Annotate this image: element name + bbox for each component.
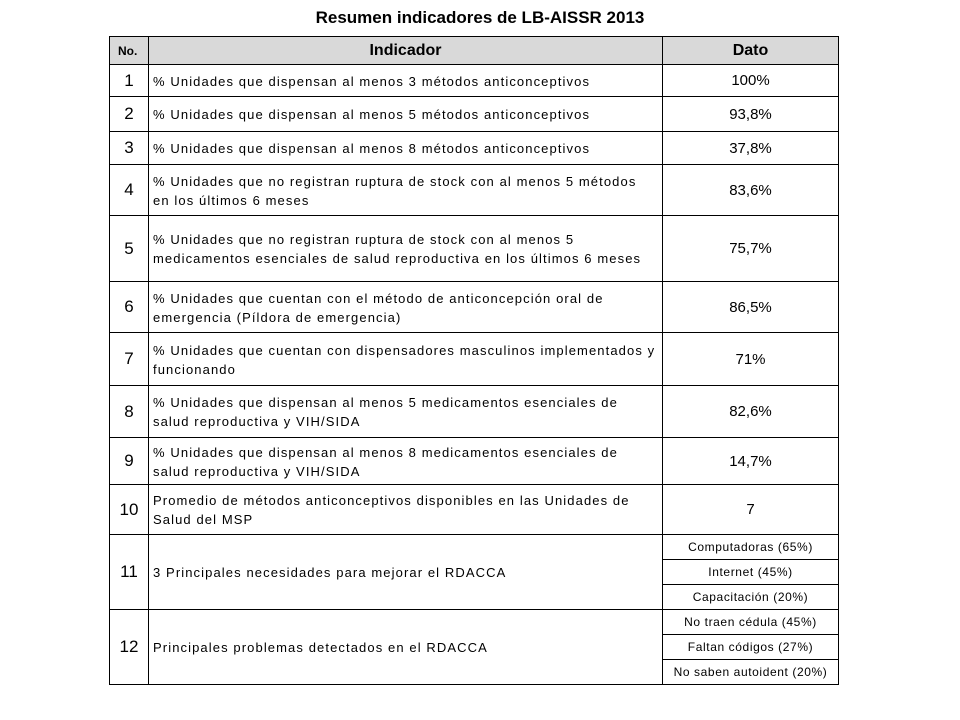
row-number: 5 — [110, 216, 149, 282]
table-row — [110, 438, 839, 485]
table-row — [110, 485, 839, 535]
row-value-item: Faltan códigos (27%) — [663, 635, 839, 660]
table-row — [110, 216, 839, 282]
row-number: 6 — [110, 282, 149, 333]
row-value: 82,6% — [663, 386, 839, 438]
row-indicator: % Unidades que cuentan con el método de anticoncepción oral de emergencia (Píldora de emergencia) — [149, 282, 663, 333]
row-number: 1 — [110, 65, 149, 97]
row-value-item: No saben autoident (20%) — [663, 660, 839, 685]
row-number: 2 — [110, 97, 149, 132]
header-row — [110, 37, 839, 65]
row-value: 71% — [663, 333, 839, 386]
table-row — [110, 97, 839, 132]
row-indicator: % Unidades que no registran ruptura de stock con al menos 5 métodos en los últimos 6 meses — [149, 165, 663, 216]
row-value: 86,5% — [663, 282, 839, 333]
row-number: 12 — [110, 610, 149, 685]
row-value: 93,8% — [663, 97, 839, 132]
row-number: 7 — [110, 333, 149, 386]
row-number: 8 — [110, 386, 149, 438]
row-indicator: 3 Principales necesidades para mejorar el RDACCA — [149, 535, 663, 610]
row-value: 37,8% — [663, 132, 839, 165]
row-indicator: % Unidades que no registran ruptura de stock con al menos 5 medicamentos esenciales de salud reproductiva en los últimos 6 meses — [149, 216, 663, 282]
header-value: Dato — [663, 37, 839, 65]
row-value: 14,7% — [663, 438, 839, 485]
row-value-item: Computadoras (65%) — [663, 535, 839, 560]
row-indicator: % Unidades que cuentan con dispensadores masculinos implementados y funcionando — [149, 333, 663, 386]
row-number: 3 — [110, 132, 149, 165]
table-row — [110, 610, 839, 635]
row-number: 9 — [110, 438, 149, 485]
table-row — [110, 282, 839, 333]
row-indicator: % Unidades que dispensan al menos 5 medicamentos esenciales de salud reproductiva y VIH/SIDA — [149, 386, 663, 438]
row-indicator: Promedio de métodos anticonceptivos disponibles en las Unidades de Salud del MSP — [149, 485, 663, 535]
page-title: Resumen indicadores de LB-AISSR 2013 — [315, 8, 645, 27]
row-value-item: Capacitación (20%) — [663, 585, 839, 610]
header-indicator: Indicador — [149, 37, 663, 65]
table-row — [110, 65, 839, 97]
table-row — [110, 386, 839, 438]
table-row — [110, 333, 839, 386]
table-row — [110, 165, 839, 216]
row-value-item: Internet (45%) — [663, 560, 839, 585]
table-row — [110, 132, 839, 165]
header-no: No. — [110, 37, 149, 65]
row-number: 4 — [110, 165, 149, 216]
row-number: 10 — [110, 485, 149, 535]
indicators-table — [109, 36, 839, 685]
row-value-item: No traen cédula (45%) — [663, 610, 839, 635]
row-number: 11 — [110, 535, 149, 610]
row-indicator: Principales problemas detectados en el RDACCA — [149, 610, 663, 685]
row-indicator: % Unidades que dispensan al menos 8 medicamentos esenciales de salud reproductiva y VIH/SIDA — [149, 438, 663, 485]
row-value: 7 — [663, 485, 839, 535]
table-row — [110, 535, 839, 560]
row-value: 100% — [663, 65, 839, 97]
row-indicator: % Unidades que dispensan al menos 3 métodos anticonceptivos — [149, 65, 663, 97]
row-value: 83,6% — [663, 165, 839, 216]
row-indicator: % Unidades que dispensan al menos 8 métodos anticonceptivos — [149, 132, 663, 165]
row-indicator: % Unidades que dispensan al menos 5 métodos anticonceptivos — [149, 97, 663, 132]
row-value: 75,7% — [663, 216, 839, 282]
